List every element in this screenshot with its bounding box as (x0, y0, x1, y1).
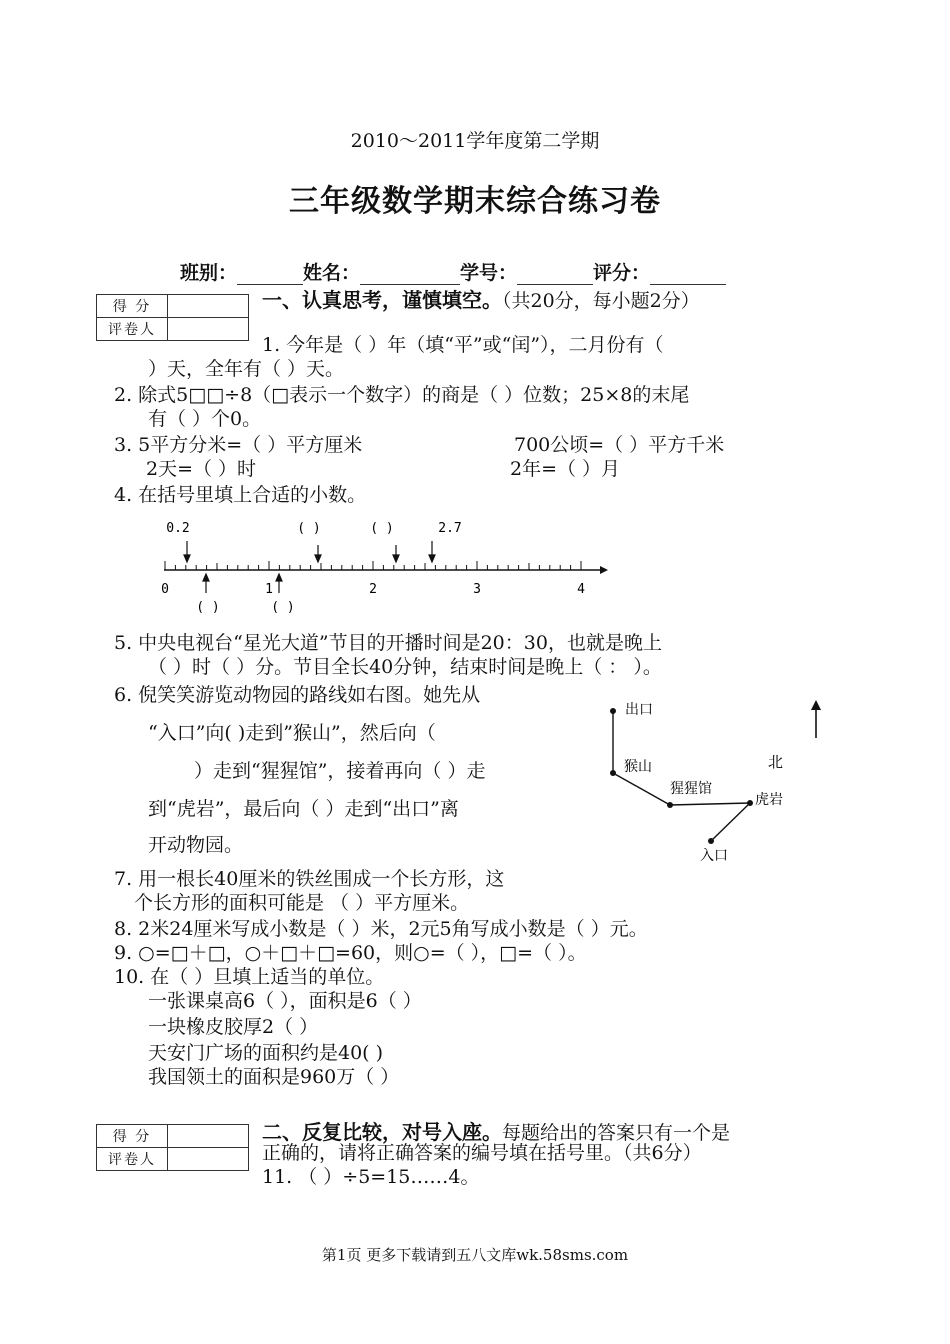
page-footer: 第1页 更多下载请到五八文库wk.58sms.com (321, 1246, 629, 1264)
top-label: 2.7 (438, 521, 462, 536)
section1-note: （共20分，每小题2分） (502, 290, 700, 312)
question-5-line1: 5. 中央电视台“星光大道”节目的开播时间是20：30，也就是晚上 (114, 632, 662, 654)
question-10-item-c: 天安门广场的面积约是40( ) (148, 1042, 384, 1064)
question-6-line3: ）走到“猩猩馆”，接着再向（ ）走 (194, 760, 486, 782)
question-6-line1: 6. 倪笑笑游览动物园的路线如右图。她先从 (114, 684, 481, 706)
axis-arrow (600, 566, 608, 574)
class-label: 班别： (180, 262, 238, 284)
bottom-label: ( ) (271, 600, 295, 615)
score-box-section2 (96, 1124, 249, 1171)
question-7-line2: 个长方形的面积可能是 （ ）平方厘米。 (134, 892, 470, 914)
exam-title: 三年级数学期末综合练习卷 (289, 184, 661, 219)
top-label: 0.2 (166, 521, 190, 536)
zoo-route-map (600, 692, 840, 868)
axis-label: 3 (473, 582, 481, 597)
question-11: 11. （ ）÷5=15……4。 (262, 1166, 480, 1188)
question-5-line2: （ ）时（ ）分。节目全长40分钟，结束时间是晚上（ ： ）。 (148, 656, 662, 678)
score-blank (650, 266, 726, 285)
question-6-line4: 到“虎岩”，最后向（ ）走到“出口”离 (148, 798, 459, 820)
map-orangutan-label: 猩猩馆 (670, 781, 712, 797)
score-cell-value (168, 1125, 249, 1148)
score-cell-label: 得 分 (97, 295, 168, 318)
route-points (610, 708, 753, 844)
map-monkey-label: 猴山 (624, 759, 652, 775)
name-blank (360, 266, 460, 285)
axis-label: 1 (265, 582, 273, 597)
axis-ticks (165, 561, 581, 570)
question-3-part1: 3. 5平方分米=（ ）平方厘米 (114, 434, 363, 456)
section2-title: 二、反复比较，对号入座。 (262, 1120, 502, 1144)
student-info-line (180, 258, 726, 285)
top-label: ( ) (370, 521, 394, 536)
axis-label: 0 (161, 582, 169, 597)
question-2-line2: 有（ ）个0。 (148, 408, 262, 430)
map-exit-label: 出口 (625, 702, 653, 718)
map-entrance-label: 入口 (700, 848, 728, 864)
question-2-line1: 2. 除式5□□÷8（□表示一个数字）的商是（ ）位数；25×8的末尾 (114, 384, 690, 406)
section2-heading (262, 1116, 730, 1145)
score-cell-value (168, 295, 249, 318)
axis-label: 4 (577, 582, 585, 597)
class-blank (237, 266, 303, 285)
section1-heading (262, 284, 700, 313)
question-8: 8. 2米24厘米写成小数是（ ）米，2元5角写成小数是（ ）元。 (114, 918, 648, 940)
exam-subtitle: 2010～2011学年度第二学期 (350, 130, 600, 152)
section2-note-a: 每题给出的答案只有一个是 (502, 1122, 731, 1144)
score-cell-label: 得 分 (97, 1125, 168, 1148)
question-6-line2: “入口”向( )走到”猴山”，然后向（ (148, 722, 436, 744)
question-6-line5: 开动物园。 (148, 834, 244, 856)
map-north-label: 北 (768, 753, 784, 771)
route-lines (613, 711, 750, 841)
grader-cell-label: 评卷人 (97, 1148, 168, 1171)
down-arrows (184, 541, 435, 562)
score-label: 评分： (593, 262, 651, 284)
question-9: 9. ○=□＋□，○＋□＋□=60，则○=（ ），□=（ ）。 (114, 942, 587, 964)
number-blank (517, 266, 593, 285)
bottom-label: ( ) (196, 600, 220, 615)
top-label: ( ) (297, 521, 321, 536)
grader-cell-value (168, 318, 249, 341)
map-tiger-label: 虎岩 (755, 792, 783, 808)
north-arrow-icon (811, 700, 821, 738)
question-3-part2: 700公顷=（ ）平方千米 (514, 434, 725, 456)
question-3-part4: 2年=（ ）月 (510, 458, 621, 480)
name-label: 姓名： (303, 262, 361, 284)
axis-label: 2 (369, 582, 377, 597)
question-10-item-b: 一块橡皮胶厚2（ ） (148, 1016, 319, 1038)
question-10-item-d: 我国领土的面积是960万（ ） (148, 1066, 400, 1088)
question-10: 10. 在（ ）旦填上适当的单位。 (114, 966, 385, 988)
question-10-item-a: 一张课桌高6（ ），面积是6（ ） (148, 990, 422, 1012)
section1-title: 一、认真思考，谨慎填空。 (262, 288, 502, 312)
question-4: 4. 在括号里填上合适的小数。 (114, 484, 367, 506)
section2-note-line2: 正确的，请将正确答案的编号填在括号里。（共6分） (262, 1142, 702, 1164)
number-line-diagram (150, 515, 610, 617)
score-box-section1 (96, 294, 249, 341)
question-1-line1: 1. 今年是（ ）年（填“平”或“闰”），二月份有（ (262, 334, 664, 356)
question-3-part3: 2天=（ ）时 (146, 458, 257, 480)
grader-cell-label: 评卷人 (97, 318, 168, 341)
grader-cell-value (168, 1148, 249, 1171)
number-label: 学号： (460, 262, 518, 284)
question-7-line1: 7. 用一根长40厘米的铁丝围成一个长方形，这 (114, 868, 505, 890)
question-1-line2: ）天，全年有（ ）天。 (148, 358, 345, 380)
